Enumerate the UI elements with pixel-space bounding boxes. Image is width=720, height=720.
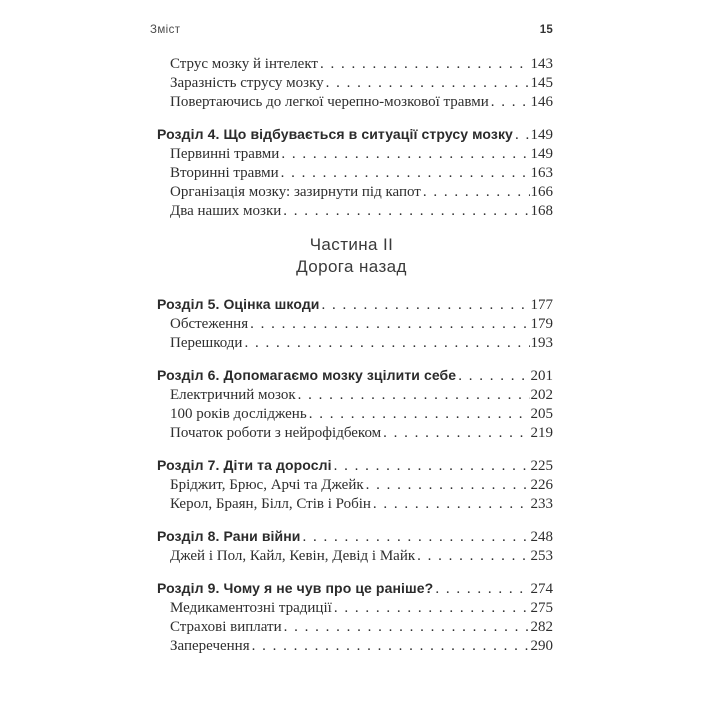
toc-chapter-entry[interactable] xyxy=(150,456,553,476)
toc-list xyxy=(150,55,553,656)
entry-page-number: 179 xyxy=(530,316,553,332)
toc-chapter-entry[interactable] xyxy=(150,366,553,386)
entry-label: Заперечення xyxy=(170,638,250,654)
entry-page-number: 145 xyxy=(530,75,553,91)
entry-label: Бріджит, Брюс, Арчі та Джейк xyxy=(170,477,364,493)
entry-label: Струс мозку й інтелект xyxy=(170,56,318,72)
entry-label: Розділ 8. Рани війни xyxy=(157,528,301,544)
toc-sub-entry[interactable] xyxy=(150,334,553,353)
entry-page-number: 253 xyxy=(530,548,553,564)
dot-leader xyxy=(298,386,530,405)
entry-label: Розділ 9. Чому я не чув про це раніше? xyxy=(157,580,434,596)
dot-leader xyxy=(283,202,529,221)
toc-sub-entry[interactable] xyxy=(150,618,553,637)
dot-leader xyxy=(252,637,530,656)
dot-leader xyxy=(322,296,530,315)
entry-label: 100 років досліджень xyxy=(170,406,307,422)
toc-sub-entry[interactable] xyxy=(150,93,553,112)
dot-leader xyxy=(303,528,530,547)
entry-label: Керол, Браян, Білл, Стів і Робін xyxy=(170,496,371,512)
entry-label: Заразність струсу мозку xyxy=(170,75,324,91)
dot-leader xyxy=(320,55,530,74)
toc-group xyxy=(150,579,553,656)
dot-leader xyxy=(326,74,530,93)
entry-page-number: 163 xyxy=(530,165,553,181)
dot-leader xyxy=(366,476,530,495)
entry-page-number: 193 xyxy=(530,335,553,351)
entry-page-number: 149 xyxy=(530,127,553,143)
dot-leader xyxy=(334,457,530,476)
entry-page-number: 248 xyxy=(530,529,553,545)
dot-leader xyxy=(417,547,529,566)
part-heading-line: Частина II xyxy=(309,235,394,254)
dot-leader xyxy=(423,183,530,202)
entry-page-number: 205 xyxy=(530,406,553,422)
entry-label: Початок роботи з нейрофідбеком xyxy=(170,425,382,441)
dot-leader xyxy=(284,618,530,637)
entry-page-number: 202 xyxy=(530,387,553,403)
dot-leader xyxy=(373,495,530,514)
toc-sub-entry[interactable] xyxy=(150,74,553,93)
entry-page-number: 168 xyxy=(530,203,553,219)
part-heading-line: Дорога назад xyxy=(296,257,407,276)
entry-label: Два наших мозки xyxy=(170,203,282,219)
toc-sub-entry[interactable] xyxy=(150,476,553,495)
entry-page-number: 166 xyxy=(530,184,553,200)
entry-label: Розділ 5. Оцінка шкоди xyxy=(157,296,320,312)
toc-sub-entry[interactable] xyxy=(150,315,553,334)
dot-leader xyxy=(244,334,529,353)
entry-page-number: 290 xyxy=(530,638,553,654)
entry-label: Первинні травми xyxy=(170,146,280,162)
toc-sub-entry[interactable] xyxy=(150,599,553,618)
toc-sub-entry[interactable] xyxy=(150,55,553,74)
dot-leader xyxy=(458,367,529,386)
entry-label: Розділ 6. Допомагаємо мозку зцілити себе xyxy=(157,367,457,383)
toc-sub-entry[interactable] xyxy=(150,637,553,656)
entry-label: Джей і Пол, Кайл, Кевін, Девід і Майк xyxy=(170,548,416,564)
dot-leader xyxy=(309,405,530,424)
entry-page-number: 275 xyxy=(530,600,553,616)
entry-page-number: 226 xyxy=(530,477,553,493)
toc-group xyxy=(150,295,553,353)
toc-chapter-entry[interactable] xyxy=(150,125,553,145)
entry-page-number: 143 xyxy=(530,56,553,72)
entry-page-number: 274 xyxy=(530,581,553,597)
toc-group xyxy=(150,55,553,112)
running-header-title: Зміст xyxy=(150,24,181,36)
toc-sub-entry[interactable] xyxy=(150,183,553,202)
entry-label: Розділ 4. Що відбувається в ситуації струсу мозку xyxy=(157,126,513,142)
part-heading xyxy=(150,234,553,278)
dot-leader xyxy=(250,315,529,334)
toc-group xyxy=(150,456,553,514)
entry-page-number: 177 xyxy=(530,297,553,313)
toc-sub-entry[interactable] xyxy=(150,495,553,514)
toc-sub-entry[interactable] xyxy=(150,145,553,164)
dot-leader xyxy=(281,145,529,164)
entry-label: Медикаментозні традиції xyxy=(170,600,332,616)
entry-page-number: 146 xyxy=(530,94,553,110)
dot-leader xyxy=(383,424,529,443)
toc-group xyxy=(150,125,553,221)
entry-label: Вторинні травми xyxy=(170,165,279,181)
entry-page-number: 149 xyxy=(530,146,553,162)
entry-page-number: 282 xyxy=(530,619,553,635)
dot-leader xyxy=(491,93,530,112)
entry-page-number: 219 xyxy=(530,425,553,441)
toc-chapter-entry[interactable] xyxy=(150,295,553,315)
dot-leader xyxy=(435,580,529,599)
toc-sub-entry[interactable] xyxy=(150,424,553,443)
entry-label: Повертаючись до легкої черепно-мозкової травми xyxy=(170,94,489,110)
toc-group xyxy=(150,366,553,443)
dot-leader xyxy=(334,599,530,618)
entry-label: Електричний мозок xyxy=(170,387,296,403)
entry-label: Перешкоди xyxy=(170,335,243,351)
toc-group xyxy=(150,527,553,566)
entry-page-number: 233 xyxy=(530,496,553,512)
toc-sub-entry[interactable] xyxy=(150,164,553,183)
toc-chapter-entry[interactable] xyxy=(150,579,553,599)
toc-sub-entry[interactable] xyxy=(150,547,553,566)
entry-page-number: 225 xyxy=(530,458,553,474)
toc-sub-entry[interactable] xyxy=(150,386,553,405)
toc-chapter-entry[interactable] xyxy=(150,527,553,547)
entry-label: Організація мозку: зазирнути під капот xyxy=(170,184,421,200)
toc-sub-entry[interactable] xyxy=(150,405,553,424)
entry-label: Страхові виплати xyxy=(170,619,282,635)
entry-label: Обстеження xyxy=(170,316,249,332)
running-header xyxy=(150,24,553,36)
entry-page-number: 201 xyxy=(530,368,553,384)
entry-label: Розділ 7. Діти та дорослі xyxy=(157,457,332,473)
page-number: 15 xyxy=(539,24,553,36)
dot-leader xyxy=(515,126,530,145)
dot-leader xyxy=(281,164,530,183)
toc-sub-entry[interactable] xyxy=(150,202,553,221)
